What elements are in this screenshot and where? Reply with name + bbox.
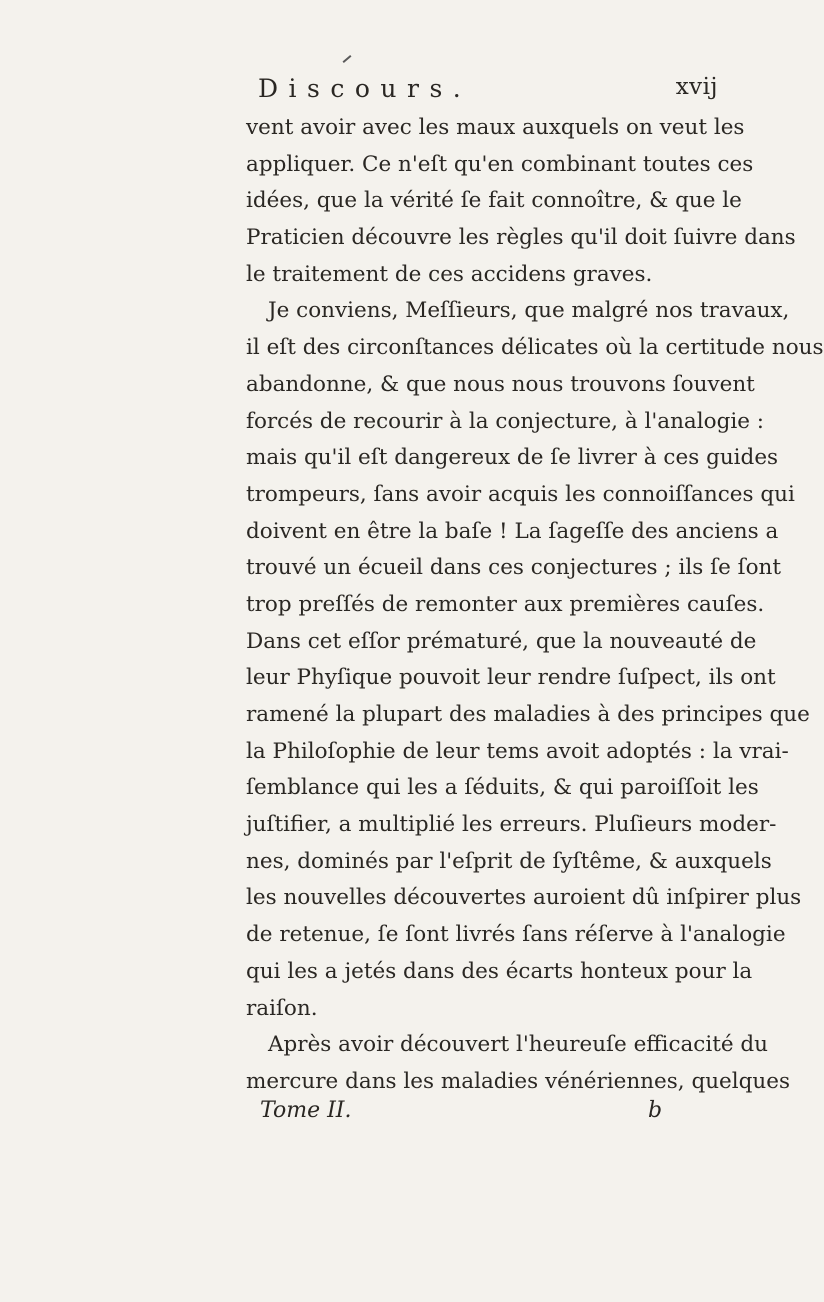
text-line: Je conviens, Meſſieurs, que malgré nos travaux, [268, 298, 790, 324]
text-line: trompeurs, ſans avoir acquis les connoiſſances qui [246, 481, 795, 507]
text-line: appliquer. Ce n'eſt qu'en combinant toutes ces [246, 151, 754, 177]
text-line: Praticien découvre les règles qu'il doit ſuivre dans [246, 225, 796, 251]
page-footer [260, 1098, 680, 1134]
text-line: juſtifier, a multiplié les erreurs. Pluſieurs moder- [246, 812, 777, 838]
running-title: Discours. [258, 74, 472, 103]
text-line: ſemblance qui les a ſéduits, & qui paroiſſoit les [246, 775, 759, 801]
text-line: vent avoir avec les maux auxquels on veut les [246, 115, 745, 140]
running-header [258, 74, 718, 114]
ink-mark [343, 55, 352, 63]
text-line: trouvé un écueil dans ces conjectures ; ils ſe ſont [246, 555, 782, 581]
volume-label: Tome II. [260, 1098, 352, 1123]
text-line: nes, dominés par l'eſprit de ſyſtême, & auxquels [246, 848, 772, 874]
text-line: abandonne, & que nous nous trouvons ſouvent [246, 371, 755, 397]
text-line: leur Phyſique pouvoit leur rendre ſuſpect, ils ont [246, 665, 776, 691]
text-line: il eſt des circonſtances délicates où la certitude nous [246, 335, 824, 361]
text-line: Après avoir découvert l'heureuſe efficacité du [268, 1032, 769, 1058]
text-line: de retenue, ſe ſont livrés ſans réſerve à l'analogie [246, 922, 786, 948]
text-line: doivent en être la baſe ! La ſageſſe des anciens a [246, 518, 779, 544]
text-line: les nouvelles découvertes auroient dû inſpirer plus [246, 885, 802, 911]
body-text [246, 110, 824, 1101]
text-line: Dans cet eſſor prématuré, que la nouveauté de [246, 628, 757, 654]
text-line: la Philoſophie de leur tems avoit adoptés : la vrai- [246, 738, 789, 764]
text-line: ramené la plupart des maladies à des principes que [246, 702, 810, 727]
text-line: idées, que la vérité ſe fait connoître, & que le [246, 188, 742, 214]
text-line: qui les a jetés dans des écarts honteux pour la [246, 958, 753, 984]
text-line: mais qu'il eſt dangereux de ſe livrer à ces guides [246, 445, 779, 471]
text-line: trop preſſés de remonter aux premières cauſes. [246, 591, 765, 617]
text-line: le traitement de ces accidens graves. [246, 261, 653, 287]
text-line: forcés de recourir à la conjecture, à l'analogie : [246, 408, 765, 434]
signature-mark: b [648, 1098, 663, 1123]
text-line: mercure dans les maladies vénériennes, quelques [246, 1068, 791, 1094]
text-line: raiſon. [246, 995, 318, 1021]
page-number: xvij [675, 74, 718, 100]
